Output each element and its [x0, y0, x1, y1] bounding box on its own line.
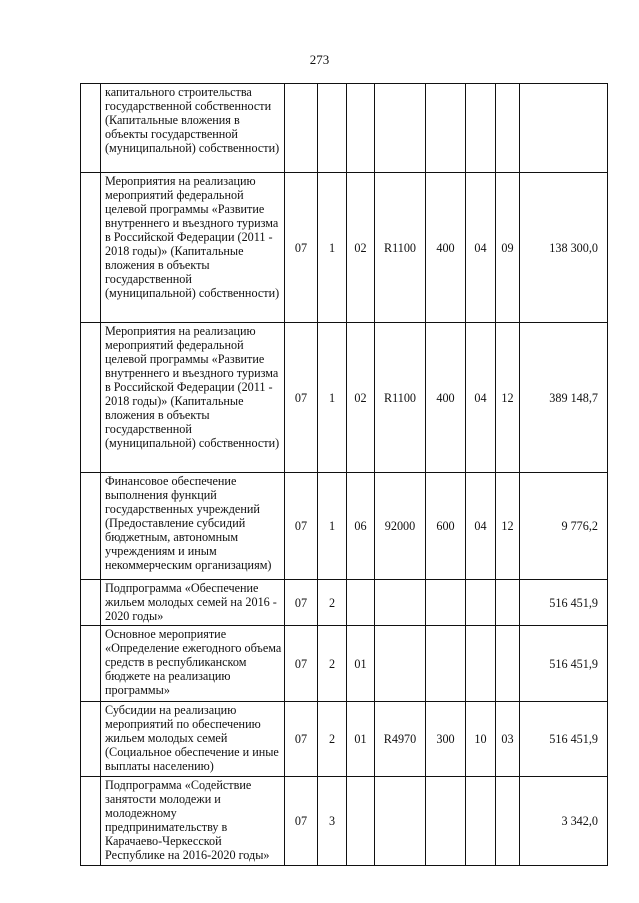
table-row — [81, 323, 608, 473]
code-cell: 04 — [466, 473, 496, 580]
code-cell — [466, 580, 496, 626]
blank-cell — [81, 323, 101, 473]
code-cell: 1 — [318, 173, 347, 323]
code-cell: 12 — [496, 473, 520, 580]
code-cell: R1100 — [375, 323, 426, 473]
blank-cell — [81, 702, 101, 777]
code-cell: 07 — [285, 702, 318, 777]
code-cell — [347, 580, 375, 626]
code-cell: R1100 — [375, 173, 426, 323]
code-cell — [496, 580, 520, 626]
amount-cell: 138 300,0 — [520, 173, 608, 323]
code-cell: 04 — [466, 173, 496, 323]
code-cell: 1 — [318, 323, 347, 473]
code-cell: 07 — [285, 323, 318, 473]
code-cell: 07 — [285, 473, 318, 580]
code-cell: R4970 — [375, 702, 426, 777]
code-cell: 10 — [466, 702, 496, 777]
code-cell: 04 — [466, 323, 496, 473]
amount-cell: 9 776,2 — [520, 473, 608, 580]
code-cell: 12 — [496, 323, 520, 473]
code-cell — [285, 84, 318, 173]
blank-cell — [81, 473, 101, 580]
amount-cell: 516 451,9 — [520, 580, 608, 626]
code-cell — [466, 626, 496, 702]
table-row — [81, 626, 608, 702]
code-cell: 600 — [426, 473, 466, 580]
amount-cell: 516 451,9 — [520, 702, 608, 777]
code-cell — [375, 580, 426, 626]
item-name: Мероприятия на реализацию мероприятий федеральной целевой программы «Развитие внутреннего и въездного туризма в Российской Федерации (2011 - 2018 годы)» (Капитальные вложения в объекты государственной (муниципальной) собственности) — [101, 173, 285, 323]
page-number: 273 — [309, 52, 330, 67]
blank-cell — [81, 777, 101, 866]
code-cell — [375, 84, 426, 173]
item-name: капитального строительства государственной собственности (Капитальные вложения в объекты государственной (муниципальной) собственности) — [101, 84, 285, 173]
amount-cell: 3 342,0 — [520, 777, 608, 866]
code-cell — [375, 626, 426, 702]
code-cell: 09 — [496, 173, 520, 323]
code-cell — [466, 84, 496, 173]
code-cell: 3 — [318, 777, 347, 866]
code-cell: 07 — [285, 626, 318, 702]
code-cell: 400 — [426, 323, 466, 473]
code-cell: 2 — [318, 580, 347, 626]
code-cell — [426, 580, 466, 626]
code-cell: 1 — [318, 473, 347, 580]
code-cell — [347, 777, 375, 866]
code-cell — [318, 84, 347, 173]
blank-cell — [81, 580, 101, 626]
code-cell — [375, 777, 426, 866]
code-cell: 300 — [426, 702, 466, 777]
amount-cell: 516 451,9 — [520, 626, 608, 702]
table-row — [81, 777, 608, 866]
code-cell — [426, 84, 466, 173]
code-cell: 07 — [285, 580, 318, 626]
table-row — [81, 173, 608, 323]
table-row — [81, 84, 608, 173]
code-cell — [426, 777, 466, 866]
code-cell: 07 — [285, 777, 318, 866]
item-name: Субсидии на реализацию мероприятий по обеспечению жильем молодых семей (Социальное обеспечение и иные выплаты населению) — [101, 702, 285, 777]
code-cell — [496, 626, 520, 702]
code-cell: 400 — [426, 173, 466, 323]
table-row — [81, 473, 608, 580]
code-cell — [496, 777, 520, 866]
blank-cell — [81, 173, 101, 323]
code-cell: 2 — [318, 702, 347, 777]
item-name: Мероприятия на реализацию мероприятий федеральной целевой программы «Развитие внутреннего и въездного туризма в Российской Федерации (2011 - 2018 годы)» (Капитальные вложения в объекты государственной (муниципальной) собственности) — [101, 323, 285, 473]
budget-table — [80, 83, 608, 866]
code-cell — [347, 84, 375, 173]
code-cell: 07 — [285, 173, 318, 323]
item-name: Финансовое обеспечение выполнения функций государственных учреждений (Предоставление субсидий бюджетным, автономным учреждениям и иным некоммерческим организациям) — [101, 473, 285, 580]
code-cell: 01 — [347, 626, 375, 702]
blank-cell — [81, 84, 101, 173]
table-row — [81, 702, 608, 777]
code-cell: 2 — [318, 626, 347, 702]
code-cell: 02 — [347, 323, 375, 473]
code-cell: 06 — [347, 473, 375, 580]
code-cell: 01 — [347, 702, 375, 777]
code-cell — [426, 626, 466, 702]
item-name: Подпрограмма «Содействие занятости молодежи и молодежному предпринимательству в Карачаево-Черкесской Республике на 2016-2020 годы» — [101, 777, 285, 866]
amount-cell — [520, 84, 608, 173]
item-name: Подпрограмма «Обеспечение жильем молодых семей на 2016 - 2020 годы» — [101, 580, 285, 626]
code-cell: 03 — [496, 702, 520, 777]
code-cell — [466, 777, 496, 866]
blank-cell — [81, 626, 101, 702]
item-name: Основное мероприятие «Определение ежегодного объема средств в республиканском бюджете на реализацию программы» — [101, 626, 285, 702]
amount-cell: 389 148,7 — [520, 323, 608, 473]
code-cell: 92000 — [375, 473, 426, 580]
table-row — [81, 580, 608, 626]
code-cell — [496, 84, 520, 173]
code-cell: 02 — [347, 173, 375, 323]
